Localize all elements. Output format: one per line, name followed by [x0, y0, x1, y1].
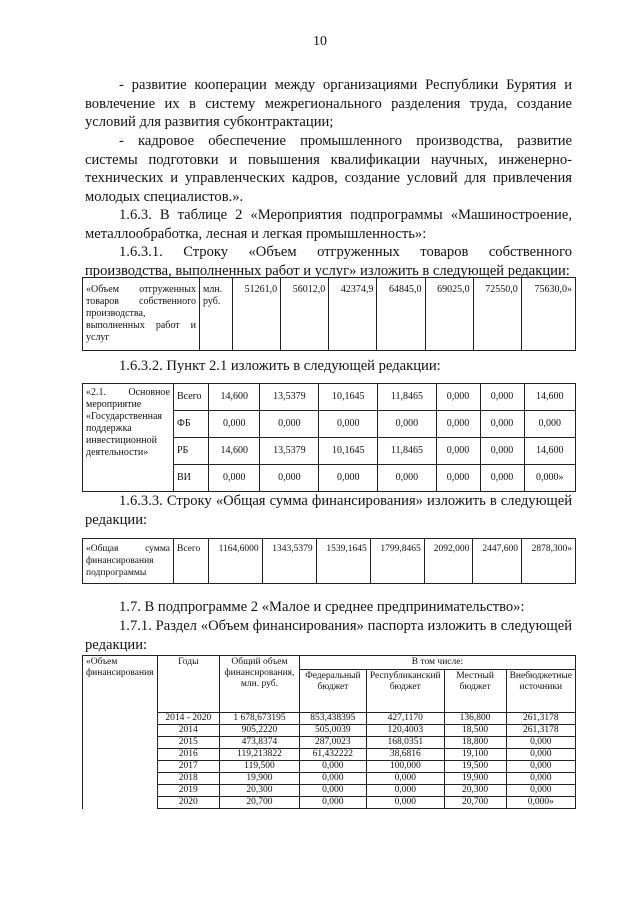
table-row: [83, 278, 576, 351]
federal-cell: 0,000: [299, 785, 366, 797]
extra-cell: 0,000: [506, 773, 575, 785]
value-cell: 2447,600: [473, 539, 522, 584]
year-cell: 2015: [157, 737, 220, 749]
republic-cell: 120,4003: [366, 725, 444, 737]
value-cell: 13,5379: [260, 438, 319, 465]
table-row: [83, 749, 576, 761]
value-cell: 75630,0»: [521, 278, 575, 351]
value-cell: 0,000: [436, 465, 480, 492]
table-investment-support: [82, 383, 576, 492]
value-cell: 1799,8465: [370, 539, 424, 584]
federal-cell: 853,438395: [299, 713, 366, 725]
table-row: [83, 725, 576, 737]
value-cell: 10,1645: [319, 438, 378, 465]
local-cell: 136,800: [444, 713, 506, 725]
header-republic: Республиканский бюджет: [366, 670, 444, 713]
row-label: «2.1. Основное мероприятие «Государственная поддержка инвестиционной деятельности»: [83, 384, 174, 492]
value-cell: 14,600: [524, 384, 575, 411]
value-cell: 11,8465: [378, 438, 436, 465]
source-cell: ФБ: [174, 411, 209, 438]
value-cell: 1164,6000: [209, 539, 263, 584]
table-row: [83, 539, 576, 584]
federal-cell: 505,0039: [299, 725, 366, 737]
value-cell: 0,000: [436, 438, 480, 465]
value-cell: 13,5379: [260, 384, 319, 411]
value-cell: 0,000: [209, 465, 260, 492]
table-row: [83, 773, 576, 785]
federal-cell: 287,0023: [299, 737, 366, 749]
value-cell: 0,000: [480, 411, 524, 438]
local-cell: 19,900: [444, 773, 506, 785]
table-row: [83, 737, 576, 749]
value-cell: 0,000: [378, 465, 436, 492]
total-cell: 19,900: [220, 773, 300, 785]
table-row: [83, 713, 576, 725]
value-cell: 2878,300»: [521, 539, 575, 584]
republic-cell: 0,000: [366, 785, 444, 797]
extra-cell: 0,000: [506, 737, 575, 749]
total-cell: 905,2220: [220, 725, 300, 737]
source-cell: Всего: [174, 384, 209, 411]
republic-cell: 427,1170: [366, 713, 444, 725]
extra-cell: 261,3178: [506, 713, 575, 725]
total-cell: 473,8374: [220, 737, 300, 749]
paragraph-1-6-3-3: 1.6.3.3. Строку «Общая сумма финансирования» изложить в следующей редакции:: [85, 493, 572, 528]
extra-cell: 261,3178: [506, 725, 575, 737]
value-cell: 0,000: [260, 411, 319, 438]
republic-cell: 0,000: [366, 773, 444, 785]
federal-cell: 0,000: [299, 773, 366, 785]
paragraph-1-6-3: 1.6.3. В таблице 2 «Мероприятия подпрограммы «Машиностроение, металлообработка, лесная и легкая промышленность»:: [85, 207, 572, 242]
extra-cell: 0,000»: [506, 797, 575, 809]
header-local: Местный бюджет: [444, 670, 506, 713]
unit-cell: млн. руб.: [200, 278, 233, 351]
table-row: [83, 785, 576, 797]
header-extra: Внебюджетные источники: [506, 670, 575, 713]
total-cell: 119,213822: [220, 749, 300, 761]
total-cell: 119,500: [220, 761, 300, 773]
value-cell: 14,600: [209, 438, 260, 465]
local-cell: 18,500: [444, 725, 506, 737]
table-row: [83, 384, 576, 411]
value-cell: 14,600: [209, 384, 260, 411]
paragraph-cooperation: - развитие кооперации между организациями Республики Бурятия и вовлечение их в систему межрегионального разделения труда, создание условий для развития субконтрактации;: [85, 77, 572, 131]
table-row: [83, 797, 576, 809]
local-cell: 19,100: [444, 749, 506, 761]
paragraph-1-6-3-2: 1.6.3.2. Пункт 2.1 изложить в следующей редакции:: [119, 358, 441, 374]
table-financing-volume: [82, 655, 576, 809]
local-cell: 19,500: [444, 761, 506, 773]
value-cell: 10,1645: [319, 384, 378, 411]
local-cell: 20,300: [444, 785, 506, 797]
value-cell: 2092,000: [424, 539, 473, 584]
year-cell: 2016: [157, 749, 220, 761]
extra-cell: 0,000: [506, 761, 575, 773]
row-label: «Общая сумма финансирования подпрограммы: [83, 539, 174, 584]
paragraph-1-6-3-1: 1.6.3.1. Строку «Объем отгруженных товаров собственного производства, выполненных работ и услуг» изложить в следующей редакции:: [85, 244, 572, 279]
source-cell: ВИ: [174, 465, 209, 492]
total-cell: 20,300: [220, 785, 300, 797]
source-cell: Всего: [174, 539, 209, 584]
value-cell: 0,000: [319, 465, 378, 492]
header-including: В том числе:: [299, 656, 575, 670]
header-total: Общий объем финансирования, млн. руб.: [220, 656, 300, 713]
value-cell: 0,000: [524, 411, 575, 438]
header-years: Годы: [157, 656, 220, 713]
federal-cell: 0,000: [299, 797, 366, 809]
paragraph-1-7: 1.7. В подпрограмме 2 «Малое и среднее предпринимательство»:: [119, 599, 525, 615]
local-cell: 20,700: [444, 797, 506, 809]
table-shipped-goods: [82, 277, 576, 351]
republic-cell: 38,6816: [366, 749, 444, 761]
total-cell: 1 678,673195: [220, 713, 300, 725]
republic-cell: 0,000: [366, 797, 444, 809]
table-header-row: [83, 656, 576, 670]
value-cell: 0,000: [260, 465, 319, 492]
value-cell: 0,000: [378, 411, 436, 438]
value-cell: 51261,0: [233, 278, 281, 351]
value-cell: 69025,0: [425, 278, 473, 351]
value-cell: 14,600: [524, 438, 575, 465]
paragraph-1-7-1: 1.7.1. Раздел «Объем финансирования» паспорта изложить в следующей редакции:: [85, 618, 572, 653]
year-cell: 2017: [157, 761, 220, 773]
table-row: [83, 761, 576, 773]
row-label: «Объем отгруженных товаров собственного производства, выполненных работ и услуг: [83, 278, 200, 351]
year-cell: 2020: [157, 797, 220, 809]
value-cell: 56012,0: [281, 278, 329, 351]
table-total-financing: [82, 538, 576, 584]
republic-cell: 100,000: [366, 761, 444, 773]
value-cell: 0,000: [480, 465, 524, 492]
value-cell: 0,000: [436, 411, 480, 438]
value-cell: 0,000: [209, 411, 260, 438]
value-cell: 64845,0: [377, 278, 425, 351]
value-cell: 72550,0: [473, 278, 521, 351]
extra-cell: 0,000: [506, 749, 575, 761]
year-cell: 2014 - 2020: [157, 713, 220, 725]
paragraph-personnel: - кадровое обеспечение промышленного производства, развитие системы подготовки и повышения квалификации научных, инженерно-технических и управленческих кадров, создание условий для привлечения молодых специалистов.».: [85, 133, 572, 205]
value-cell: 42374,9: [329, 278, 377, 351]
extra-cell: 0,000: [506, 785, 575, 797]
federal-cell: 0,000: [299, 761, 366, 773]
year-cell: 2019: [157, 785, 220, 797]
value-cell: 1343,5379: [262, 539, 316, 584]
value-cell: 11,8465: [378, 384, 436, 411]
federal-cell: 61,432222: [299, 749, 366, 761]
value-cell: 0,000: [480, 438, 524, 465]
value-cell: 0,000: [480, 384, 524, 411]
value-cell: 0,000: [436, 384, 480, 411]
row-label: «Объем финансирования: [83, 656, 158, 809]
value-cell: 0,000»: [524, 465, 575, 492]
header-federal: Федеральный бюджет: [299, 670, 366, 713]
year-cell: 2018: [157, 773, 220, 785]
year-cell: 2014: [157, 725, 220, 737]
republic-cell: 168,0351: [366, 737, 444, 749]
value-cell: 1539,1645: [316, 539, 370, 584]
page-number: 10: [313, 34, 327, 49]
source-cell: РБ: [174, 438, 209, 465]
local-cell: 18,800: [444, 737, 506, 749]
total-cell: 20,700: [220, 797, 300, 809]
value-cell: 0,000: [319, 411, 378, 438]
